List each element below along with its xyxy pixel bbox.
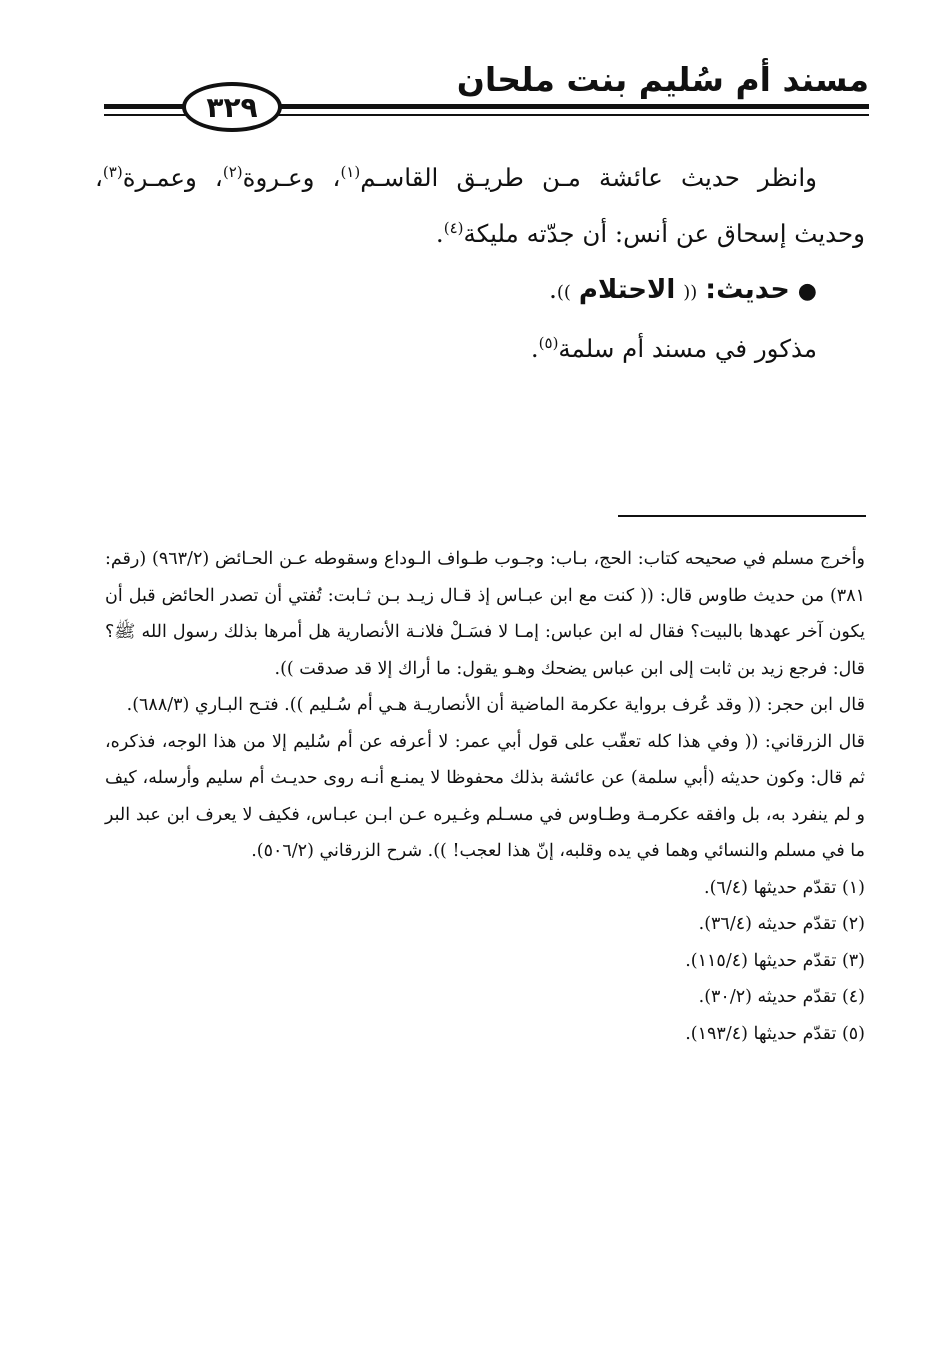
page-number: ٣٢٩: [206, 90, 258, 124]
footnotes: [105, 541, 865, 1052]
footnote-ref-5[interactable]: (٥): [538, 333, 559, 352]
hadith-end: .: [548, 275, 557, 304]
running-title: مسند أم سُليم بنت ملحان: [456, 60, 869, 99]
footnote-ref-2[interactable]: (٢): [222, 162, 243, 181]
para-text-d: ، وحديث إسحاق عن أنس: أن جدّته مليكة: [95, 163, 865, 248]
bullet-icon: ●: [797, 279, 817, 304]
footnote-continuation-muslim: وأخرج مسلم في صحيحه كتاب: الحج، بـاب: وجـوب طـواف الـوداع وسقوطه عـن الحـائض (٩٦٣/٢) (رقم: ٣٨١) من حديث طاوس قال: (( كنت مع ابن عبـاس إذ قـال زيـد بـن ثـابت: تُفتي أن تصدر الحائض قبل أن يكون آخر عهدها بالبيت؟ فقال له ابن عباس: إمـا لا فسَـلْ فلانـة الأنصارية هل أمرها بذلك رسول الله ﷺ؟ قال: فرجع زيد بن ثابت إلى ابن عباس يضحك وهـو يقول: ما أراك إلا قد صدقت )).: [105, 549, 866, 679]
footnote-item: (٣) تقدّم حديثها (١١٥/٤).: [685, 950, 865, 971]
footnote-item: (٥) تقدّم حديثها (١٩٣/٤).: [685, 1023, 865, 1044]
mention-text: مذكور في مسند أم سلمة: [558, 334, 817, 363]
open-quote: ((: [683, 282, 698, 303]
main-text: [95, 150, 865, 377]
mention-line: [95, 321, 865, 377]
mention-end: .: [530, 334, 539, 363]
hadith-label: حديث:: [705, 274, 790, 305]
para-text-e: .: [435, 219, 444, 248]
hadith-heading: [95, 262, 865, 321]
para-text-a: وانظر حديث عائشة مـن طريـق القاسـم: [360, 163, 818, 192]
paragraph-cross-reference: [95, 150, 865, 262]
para-text-c: ، وعمـرة: [122, 163, 223, 192]
footnote-item: (٤) تقدّم حديثه (٣٠/٢).: [698, 987, 865, 1007]
footnote-ref-4[interactable]: (٤): [443, 218, 464, 237]
page-number-badge: [182, 82, 282, 132]
footnote-separator: [618, 515, 866, 517]
footnote-zurqani: قال الزرقاني: (( وفي هذا كله تعقّب على قول أبي عمر: لا أعرفه عن أم سُليم إلا من هذا الوجه، فذكره، ثم قال: وكون حديثه (أبي سلمة) عن عائشة بذلك محفوظا لا يمنـع أنـه روى حديـث أم سليم وأرسله، كيف و لم ينفرد به، بل وافقه عكرمـة وطـاوس في مسـلم وغـيره عـن ابـن عبـاس، فكيف لا يعرف ابن عبد البر ما في مسلم والنسائي وهما في يده وقلبه، إنّ هذا لعجب! )). شرح الزرقاني (٥٠٦/٢).: [105, 731, 866, 861]
para-text-b: ، وعـروة: [242, 163, 341, 192]
footnote-ref-3[interactable]: (٣): [102, 162, 123, 181]
footnote-item: (١) تقدّم حديثها (٦/٤).: [704, 877, 865, 898]
footnote-item: (٢) تقدّم حديثه (٣٦/٤).: [698, 914, 865, 934]
close-quote: )): [556, 282, 571, 303]
footnote-ref-1[interactable]: (١): [340, 162, 361, 181]
hadith-title: الاحتلام: [578, 275, 676, 305]
footnote-ibn-hajar: قال ابن حجر: (( وقد عُرف برواية عكرمة الماضية أن الأنصاريـة هـي أم سُـليم )). فتـح البـاري (٦٨٨/٣).: [126, 695, 865, 715]
